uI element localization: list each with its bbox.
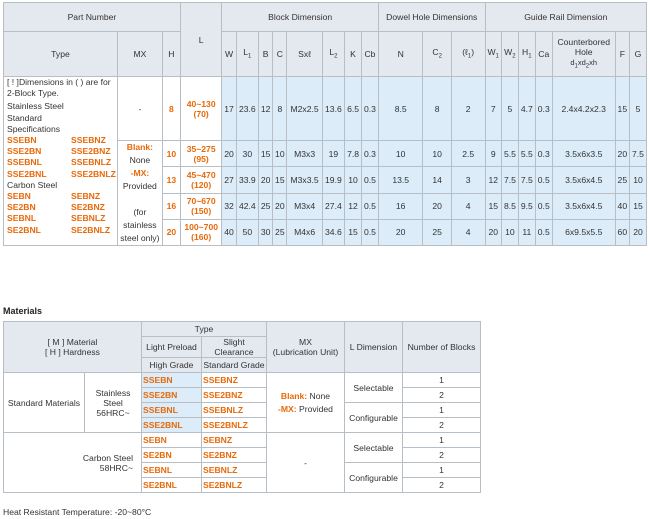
cell-h1: 7.5 <box>518 167 535 193</box>
l-selectable: Selectable <box>345 373 403 403</box>
type-code: SSEBNLZ <box>71 157 112 168</box>
blocks-value: 2 <box>403 448 481 463</box>
blocks-value: 1 <box>403 373 481 388</box>
cell-w: 40 <box>222 219 236 245</box>
footer-note: Heat Resistant Temperature: -20~80°C <box>3 507 152 517</box>
l1-header: $L_1$ <box>236 32 258 77</box>
type-code: SSEBN <box>7 135 37 146</box>
cell-n: 16 <box>378 193 423 219</box>
h-value: 8 <box>162 77 180 141</box>
cell-hole: 2.4x4.2x2.3 <box>552 77 615 141</box>
cell-c: 15 <box>273 167 287 193</box>
cell-c2: 10 <box>423 141 451 167</box>
mx-stainless: Blank: None -MX: Provided <box>267 373 345 433</box>
type-code: SE2BN <box>7 202 36 213</box>
mx-header: MX (Lubrication Unit) <box>267 322 345 373</box>
cell-w2: 8.5 <box>501 193 518 219</box>
cell-g: 15 <box>629 193 646 219</box>
type-code: SEBNZ <box>71 191 101 202</box>
type-code: SSE2BNL <box>7 168 47 179</box>
cell-h1: 5.5 <box>518 141 535 167</box>
h-header: H <box>162 32 180 77</box>
cell-w: 20 <box>222 141 236 167</box>
cell-hole: 3.5x6x4.5 <box>552 167 615 193</box>
light-code: SEBN <box>142 433 202 448</box>
cell-hole: 6x9.5x5.5 <box>552 219 615 245</box>
cell-l2: 27.4 <box>322 193 344 219</box>
cell-w1: 15 <box>485 193 501 219</box>
cell-w: 27 <box>222 167 236 193</box>
cell-hole: 3.5x6x3.5 <box>552 141 615 167</box>
cell-f: 20 <box>615 141 629 167</box>
cell-w1: 7 <box>485 77 501 141</box>
light-code: SSE2BNL <box>142 418 202 433</box>
l-selectable: Selectable <box>345 433 403 463</box>
blocks-value: 2 <box>403 478 481 493</box>
cell-w1: 12 <box>485 167 501 193</box>
type-code: SSEBNZ <box>71 135 106 146</box>
cell-hole: 3.5x6x4.5 <box>552 193 615 219</box>
cell-f: 60 <box>615 219 629 245</box>
h-value: 16 <box>162 193 180 219</box>
cell-cb: 0.5 <box>362 193 379 219</box>
cell-l2: 19.9 <box>322 167 344 193</box>
n-header: N <box>378 32 423 77</box>
blocks-value: 2 <box>403 388 481 403</box>
cell-ca: 0.5 <box>535 193 552 219</box>
slight-clearance-header: Slight Clearance <box>202 337 267 358</box>
cell-l1: 50 <box>236 219 258 245</box>
cell-c2: 8 <box>423 77 451 141</box>
cell-b: 25 <box>259 193 273 219</box>
cell-c2: 25 <box>423 219 451 245</box>
slight-code: SEBNLZ <box>202 463 267 478</box>
cell-l1: 4 <box>451 193 485 219</box>
cell-w1: 20 <box>485 219 501 245</box>
cell-n: 8.5 <box>378 77 423 141</box>
type-code: SEBN <box>7 191 31 202</box>
f-header: F <box>615 32 629 77</box>
cell-l1: 42.4 <box>236 193 258 219</box>
h-value: 10 <box>162 141 180 167</box>
blocks-header: Number of Blocks <box>403 322 481 373</box>
blocks-value: 1 <box>403 463 481 478</box>
mx-header: MX <box>117 32 162 77</box>
cell-l1: 2.5 <box>451 141 485 167</box>
h-value: 13 <box>162 167 180 193</box>
cell-h1: 9.5 <box>518 193 535 219</box>
h-value: 20 <box>162 219 180 245</box>
cell-l2: 34.6 <box>322 219 344 245</box>
cell-ca: 0.3 <box>535 77 552 141</box>
slight-code: SE2BNLZ <box>202 478 267 493</box>
cell-ca: 0.5 <box>535 219 552 245</box>
high-grade-header: High Grade <box>142 358 202 373</box>
cb-header: Cb <box>362 32 379 77</box>
cell-k: 10 <box>345 167 362 193</box>
light-code: SE2BN <box>142 448 202 463</box>
w2-header: $W_2$ <box>501 32 518 77</box>
mx-first: - <box>117 77 162 141</box>
cell-b: 20 <box>259 167 273 193</box>
cell-c: 8 <box>273 77 287 141</box>
cell-h1: 11 <box>518 219 535 245</box>
mx-carbon: - <box>267 433 345 493</box>
cell-l2: 19 <box>322 141 344 167</box>
dimensions-note: [ ! ]Dimensions in ( ) are for 2-Block Type. <box>7 77 111 99</box>
cell-l1: 23.6 <box>236 77 258 141</box>
l2-header: $L_2$ <box>322 32 344 77</box>
cell-n: 20 <box>378 219 423 245</box>
light-preload-header: Light Preload <box>142 337 202 358</box>
cell-ca: 0.3 <box>535 141 552 167</box>
slight-code: SSEBNZ <box>202 373 267 388</box>
dimension-table <box>3 2 647 246</box>
c-header: C <box>273 32 287 77</box>
stainless-label: Stainless Steel <box>7 101 64 112</box>
type-code: SSEBNL <box>7 157 42 168</box>
blocks-value: 2 <box>403 418 481 433</box>
type-cell <box>4 77 118 246</box>
slight-code: SSE2BNLZ <box>202 418 267 433</box>
type-code: SE2BNL <box>7 224 41 235</box>
cell-k: 12 <box>345 193 362 219</box>
k-header: K <box>345 32 362 77</box>
block-dimension-header: Block Dimension <box>222 3 378 32</box>
l-value: 35~275 (95) <box>180 141 222 167</box>
l-value: 40~130 (70) <box>180 77 222 141</box>
cell-w1: 9 <box>485 141 501 167</box>
cell-f: 25 <box>615 167 629 193</box>
cell-c: 20 <box>273 193 287 219</box>
cell-l1: 3 <box>451 167 485 193</box>
type-code: SE2BNZ <box>71 202 105 213</box>
cell-b: 30 <box>259 219 273 245</box>
light-code: SSEBNL <box>142 403 202 418</box>
carbon-label: Carbon Steel <box>7 179 58 190</box>
type-code: SSE2BNZ <box>71 146 111 157</box>
carbon-hardness: Carbon Steel 58HRC~ <box>4 433 142 493</box>
light-code: SEBNL <box>142 463 202 478</box>
cell-l2: 13.6 <box>322 77 344 141</box>
standard-materials-label: Standard Materials <box>4 373 85 433</box>
cell-g: 7.5 <box>629 141 646 167</box>
l1p-header: (ℓ$_1$) <box>451 32 485 77</box>
cell-f: 15 <box>615 77 629 141</box>
l-configurable: Configurable <box>345 463 403 493</box>
cell-c: 25 <box>273 219 287 245</box>
slight-code: SEBNZ <box>202 433 267 448</box>
standard-grade-header: Standard Grade <box>202 358 267 373</box>
materials-title: Materials <box>3 306 43 316</box>
cell-g: 10 <box>629 167 646 193</box>
type-header: Type <box>142 322 267 337</box>
l-value: 100~700 (160) <box>180 219 222 245</box>
blocks-value: 1 <box>403 403 481 418</box>
cell-w2: 5.5 <box>501 141 518 167</box>
slight-code: SSE2BNZ <box>202 388 267 403</box>
cell-l1: 33.9 <box>236 167 258 193</box>
mx-cell: Blank: None -MX: Provided (for stainless steel only) <box>117 141 162 246</box>
cell-f: 40 <box>615 193 629 219</box>
light-code: SSEBN <box>142 373 202 388</box>
cell-cb: 0.5 <box>362 167 379 193</box>
c2-header: $C_2$ <box>423 32 451 77</box>
type-code: SSE2BNLZ <box>71 168 116 179</box>
cell-c2: 14 <box>423 167 451 193</box>
cell-w2: 10 <box>501 219 518 245</box>
cell-k: 15 <box>345 219 362 245</box>
cell-sxl: M3x4 <box>287 193 322 219</box>
materials-table <box>3 321 481 493</box>
cell-ca: 0.5 <box>535 167 552 193</box>
type-header: Type <box>4 32 118 77</box>
cell-cb: 0.3 <box>362 77 379 141</box>
w-header: W <box>222 32 236 77</box>
l-value: 70~670 (150) <box>180 193 222 219</box>
cell-k: 6.5 <box>345 77 362 141</box>
part-number-header: Part Number <box>4 3 181 32</box>
cell-l1: 4 <box>451 219 485 245</box>
l-value: 45~470 (120) <box>180 167 222 193</box>
cell-sxl: M3x3 <box>287 141 322 167</box>
type-code: SEBNLZ <box>71 213 106 224</box>
cell-w: 32 <box>222 193 236 219</box>
light-code: SSE2BN <box>142 388 202 403</box>
cell-sxl: M2x2.5 <box>287 77 322 141</box>
cell-b: 12 <box>259 77 273 141</box>
cell-sxl: M4x6 <box>287 219 322 245</box>
cell-w2: 5 <box>501 77 518 141</box>
cell-g: 20 <box>629 219 646 245</box>
dowel-hole-header: Dowel Hole Dimensions <box>378 3 485 32</box>
light-code: SE2BNL <box>142 478 202 493</box>
type-code: SSE2BN <box>7 146 42 157</box>
l-configurable: Configurable <box>345 403 403 433</box>
cell-n: 13.5 <box>378 167 423 193</box>
cell-k: 7.8 <box>345 141 362 167</box>
type-code: SEBNL <box>7 213 37 224</box>
cell-c: 10 <box>273 141 287 167</box>
guide-rail-header: Guide Rail Dimension <box>485 3 646 32</box>
l-dimension-header: L Dimension <box>345 322 403 373</box>
sxl-header: Sxℓ <box>287 32 322 77</box>
cell-cb: 0.5 <box>362 219 379 245</box>
cell-l1: 30 <box>236 141 258 167</box>
cell-l1: 2 <box>451 77 485 141</box>
type-code: SE2BNLZ <box>71 224 111 235</box>
cell-n: 10 <box>378 141 423 167</box>
cell-c2: 20 <box>423 193 451 219</box>
cell-w2: 7.5 <box>501 167 518 193</box>
standard-label: Standard Specifications <box>7 112 61 134</box>
l-header: L <box>180 3 222 77</box>
b-header: B <box>259 32 273 77</box>
cell-g: 5 <box>629 77 646 141</box>
cell-h1: 4.7 <box>518 77 535 141</box>
h1-header: $H_1$ <box>518 32 535 77</box>
g-header: G <box>629 32 646 77</box>
ca-header: Ca <box>535 32 552 77</box>
cell-w: 17 <box>222 77 236 141</box>
w1-header: $W_1$ <box>485 32 501 77</box>
slight-code: SE2BNZ <box>202 448 267 463</box>
material-header: [ M ] Material [ H ] Hardness <box>4 322 142 373</box>
cell-sxl: M3x3.5 <box>287 167 322 193</box>
cell-cb: 0.3 <box>362 141 379 167</box>
blocks-value: 1 <box>403 433 481 448</box>
counterbored-header: Counterbored Hole $d_1xd_2xh$ <box>552 32 615 77</box>
slight-code: SSEBNLZ <box>202 403 267 418</box>
cell-b: 15 <box>259 141 273 167</box>
stainless-hardness: Stainless Steel 56HRC~ <box>85 373 142 433</box>
